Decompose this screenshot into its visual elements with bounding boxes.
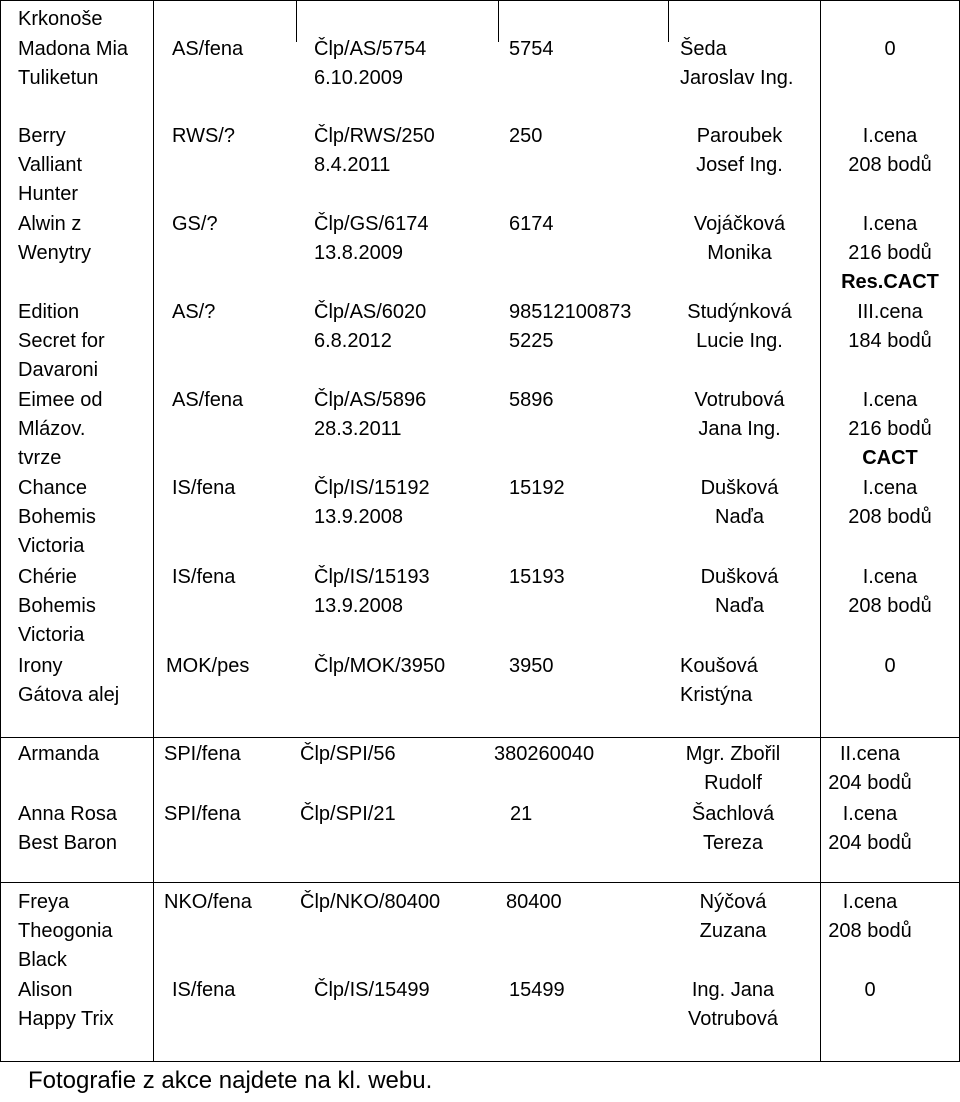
breed-sex: AS/fena: [172, 38, 244, 60]
dog-name: Chance Bohemis Victoria: [18, 477, 96, 557]
row-divider: [0, 737, 960, 738]
result: 0: [884, 655, 896, 677]
registration: Člp/IS/15192 13.9.2008: [314, 477, 430, 528]
registration: Člp/NKO/80400: [300, 891, 441, 913]
chip-number: 80400: [506, 891, 562, 913]
breed-sex: IS/fena: [172, 477, 236, 499]
dog-name: Madona Mia Tuliketun: [18, 38, 129, 89]
chip-number: 5754: [509, 38, 554, 60]
owner: Ing. Jana Votrubová: [687, 979, 779, 1030]
breed-sex: IS/fena: [172, 979, 236, 1001]
dog-name: Irony Gátova alej: [18, 655, 120, 706]
column-divider: [153, 737, 154, 1062]
owner: Šachlová Tereza: [691, 803, 775, 854]
row-divider: [0, 882, 960, 883]
registration: Člp/SPI/56: [300, 743, 396, 765]
column-divider: [296, 0, 297, 42]
owner: Paroubek Josef Ing.: [696, 125, 783, 176]
owner: Vojáčková Monika: [693, 213, 786, 264]
breed-sex: IS/fena: [172, 566, 236, 588]
award-badge: CACT: [862, 447, 918, 469]
chip-number: 98512100873 5225: [509, 301, 632, 352]
owner: Mgr. Zbořil Rudolf: [685, 743, 781, 794]
dog-name: Edition Secret for Davaroni: [18, 301, 105, 381]
dog-name: Anna Rosa Best Baron: [18, 803, 117, 854]
dog-name: Chérie Bohemis Victoria: [18, 566, 96, 646]
registration: Člp/AS/5754 6.10.2009: [314, 38, 427, 89]
result: 0: [864, 979, 876, 1001]
result: I.cena 216 bodů: [848, 213, 932, 264]
dog-name: Eimee od Mlázov. tvrze: [18, 389, 103, 469]
registration: Člp/SPI/21: [300, 803, 396, 825]
breed-sex: MOK/pes: [166, 655, 250, 677]
row-divider: [0, 1061, 960, 1062]
table-border: [0, 0, 1, 1062]
breed-sex: GS/?: [172, 213, 218, 235]
owner: Studýnková Lucie Ing.: [687, 301, 792, 352]
result: I.cena 208 bodů: [848, 477, 932, 528]
breed-sex: NKO/fena: [164, 891, 252, 913]
result: I.cena 208 bodů: [828, 891, 912, 942]
row-divider: [0, 0, 960, 1]
registration: Člp/GS/6174 13.8.2009: [314, 213, 429, 264]
column-divider: [668, 0, 669, 42]
result: I.cena 208 bodů: [848, 566, 932, 617]
owner: Dušková Naďa: [700, 477, 779, 528]
owner: Šeda Jaroslav Ing.: [680, 38, 794, 89]
footer-note: Fotografie z akce najdete na kl. webu.: [28, 1067, 433, 1094]
chip-number: 15193: [509, 566, 565, 588]
award-badge: Res.CACT: [841, 271, 939, 293]
registration: Člp/AS/6020 6.8.2012: [314, 301, 427, 352]
chip-number: 380260040: [494, 743, 595, 765]
result: 0: [884, 38, 896, 60]
breed-sex: SPI/fena: [164, 803, 241, 825]
dog-name: Berry Valliant Hunter: [18, 125, 83, 205]
result: I.cena 204 bodů: [828, 803, 912, 854]
chip-number: 15192: [509, 477, 565, 499]
dog-name: Armanda: [18, 743, 100, 765]
result: I.cena 216 bodů: [848, 389, 932, 440]
breed-sex: AS/?: [172, 301, 216, 323]
registration: Člp/RWS/250 8.4.2011: [314, 125, 435, 176]
registration: Člp/MOK/3950: [314, 655, 446, 677]
owner: Dušková Naďa: [700, 566, 779, 617]
registration: Člp/AS/5896 28.3.2011: [314, 389, 427, 440]
result: III.cena 184 bodů: [848, 301, 932, 352]
chip-number: 6174: [509, 213, 554, 235]
column-divider: [498, 0, 499, 42]
dog-name: Freya Theogonia Black: [18, 891, 113, 971]
breed-sex: AS/fena: [172, 389, 244, 411]
breed-sex: RWS/?: [172, 125, 235, 147]
owner: Votrubová Jana Ing.: [694, 389, 785, 440]
dog-name: Alison Happy Trix: [18, 979, 114, 1030]
column-divider: [153, 0, 154, 737]
dog-name: Alwin z Wenytry: [18, 213, 91, 264]
result: I.cena 208 bodů: [848, 125, 932, 176]
owner: Nýčová Zuzana: [699, 891, 767, 942]
registration: Člp/IS/15193 13.9.2008: [314, 566, 430, 617]
chip-number: 15499: [509, 979, 565, 1001]
chip-number: 5896: [509, 389, 554, 411]
registration: Člp/IS/15499: [314, 979, 430, 1001]
chip-number: 250: [509, 125, 543, 147]
chip-number: 21: [510, 803, 533, 825]
breed-sex: SPI/fena: [164, 743, 241, 765]
dog-name: Krkonoše: [18, 8, 103, 30]
owner: Koušová Kristýna: [680, 655, 758, 706]
result: II.cena 204 bodů: [828, 743, 912, 794]
chip-number: 3950: [509, 655, 554, 677]
